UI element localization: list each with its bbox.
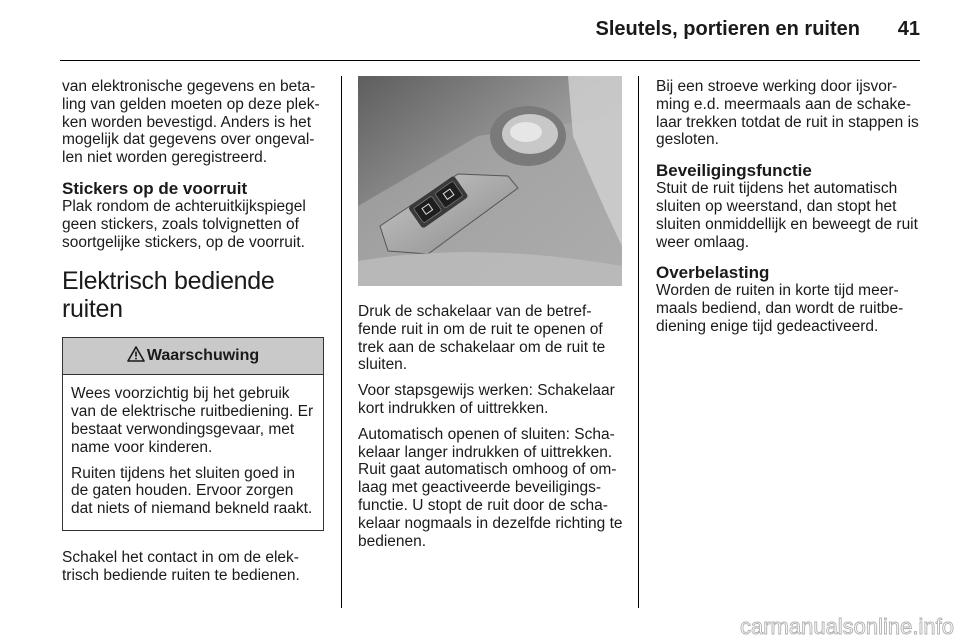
overload-heading: Overbelasting — [656, 263, 770, 283]
window-switch-photo — [358, 76, 622, 286]
warning-paragraph-2: Ruiten tijdens het sluiten goed in de gaten houden. Ervoor zorgen dat niets of niemand bekneld raakt. — [71, 464, 313, 518]
watermark-text: carmanualsonline.info — [739, 614, 954, 639]
automatic-paragraph: Automatisch openen of sluiten: Scha-kelaar langer indrukken of uittrekken. Ruit gaat automatisch omhoog of om-laag met geactiveerde beveiligings-functie. U stopt de ruit door de scha-kelaar nogmaals in dezelfde richting te bedienen. — [358, 425, 623, 550]
warning-triangle-icon — [127, 346, 145, 362]
stickers-paragraph: Plak rondom de achteruitkijkspiegel geen stickers, zoals tolvignetten of soortgelijke stickers, op de voorruit. — [62, 197, 306, 251]
watermark — [690, 610, 956, 640]
overload-paragraph: Worden de ruiten in korte tijd meer-maals bediend, dan wordt de ruitbe-diening enige tijd gedeactiveerd. — [656, 282, 904, 335]
column-divider-1 — [341, 76, 342, 608]
column-middle — [358, 303, 626, 558]
contact-paragraph: Schakel het contact in om de elek-trisch bediende ruiten te bedienen. — [62, 548, 300, 584]
warning-paragraph-1: Wees voorzichtig bij het gebruik van de elektrische ruitbediening. Er bestaat verwondingsgevaar, met name voor kinderen. — [71, 385, 314, 456]
safety-paragraph: Stuit de ruit tijdens het automatisch sluiten op weerstand, dan stopt het sluiten onmiddellijk en beweegt de ruit weer omlaag. — [656, 180, 918, 251]
stickers-heading: Stickers op de voorruit — [62, 178, 248, 198]
header-title: Sleutels, portieren en ruiten — [595, 18, 860, 40]
column-left — [62, 78, 324, 593]
ice-paragraph: Bij een stroeve werking door ijsvor-ming e.d. meermaals aan de schake-laar trekken totdat de ruit in stappen is gesloten. — [656, 78, 919, 149]
warning-header — [63, 338, 323, 375]
warning-body — [63, 375, 323, 530]
operation-paragraph: Druk de schakelaar van de betref-fende ruit in om de ruit te openen of trek aan de schakelaar om de ruit te sluiten. — [358, 303, 606, 374]
intro-paragraph: van elektronische gegevens en beta-ling van gelden moeten op deze plek-ken worden bevestigd. Anders is het mogelijk dat gegevens over ongeval-len niet worden geregistreerd. — [62, 78, 320, 167]
warning-box — [62, 337, 324, 531]
safety-heading: Beveiligingsfunctie — [656, 161, 812, 181]
page-number: 41 — [897, 18, 920, 40]
header-divider — [60, 60, 920, 61]
column-right — [656, 78, 924, 344]
stepwise-paragraph: Voor stapsgewijs werken: Schakelaar kort indrukken of uittrekken. — [358, 382, 615, 417]
column-divider-2 — [638, 76, 639, 608]
section-heading: Elektrisch bediende ruiten — [62, 267, 275, 324]
warning-title: Waarschuwing — [146, 347, 260, 365]
